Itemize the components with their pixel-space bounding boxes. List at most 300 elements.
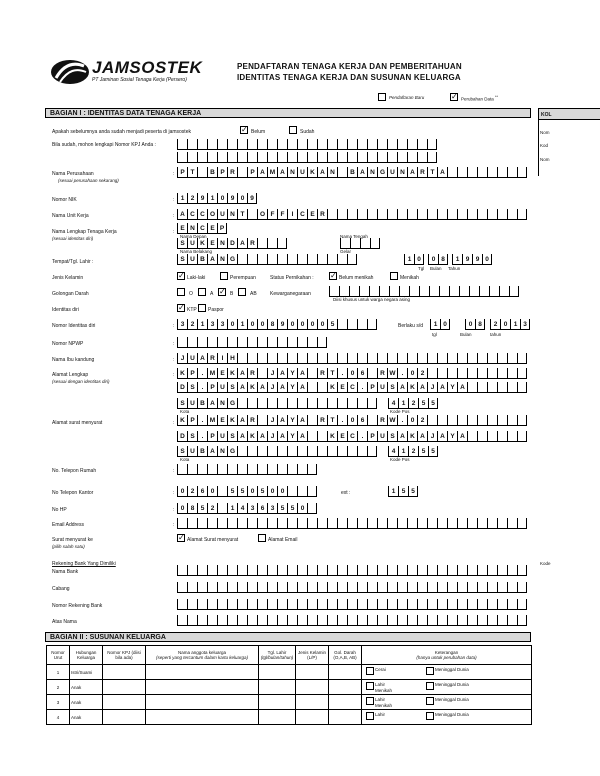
char-cell[interactable]: A (207, 446, 217, 457)
char-cell[interactable]: . (357, 382, 367, 393)
char-cell[interactable] (177, 337, 187, 348)
char-cell[interactable] (307, 368, 317, 379)
char-cell[interactable] (357, 398, 367, 409)
char-cell[interactable]: 6 (257, 503, 267, 514)
char-cell[interactable]: A (417, 382, 427, 393)
char-cell[interactable]: B (347, 167, 357, 178)
char-cell[interactable]: E (217, 368, 227, 379)
char-cell[interactable] (507, 209, 517, 220)
char-cell[interactable] (477, 415, 487, 426)
char-cell[interactable] (487, 167, 497, 178)
family-row-name[interactable] (146, 695, 259, 710)
ibu-input[interactable] (177, 353, 527, 364)
char-cell[interactable] (437, 353, 447, 364)
char-cell[interactable] (187, 518, 197, 529)
char-cell[interactable] (477, 518, 487, 529)
char-cell[interactable]: S (177, 446, 187, 457)
char-cell[interactable]: H (227, 353, 237, 364)
char-cell[interactable]: C (347, 382, 357, 393)
char-cell[interactable] (467, 599, 477, 610)
char-cell[interactable] (399, 286, 409, 297)
no-rekening-input[interactable] (177, 599, 527, 610)
char-cell[interactable]: 0 (428, 254, 438, 265)
family-row-dob[interactable] (259, 665, 296, 680)
char-cell[interactable] (397, 518, 407, 529)
char-cell[interactable] (227, 464, 237, 475)
char-cell[interactable] (407, 139, 417, 150)
char-cell[interactable]: 3 (177, 319, 187, 330)
char-cell[interactable] (177, 599, 187, 610)
char-cell[interactable] (447, 582, 457, 593)
nama-bank-input[interactable] (177, 565, 527, 576)
char-cell[interactable] (517, 599, 527, 610)
char-cell[interactable] (197, 152, 207, 163)
char-cell[interactable] (317, 254, 327, 265)
char-cell[interactable] (357, 599, 367, 610)
char-cell[interactable] (347, 446, 357, 457)
family-row-dob[interactable] (259, 710, 296, 725)
char-cell[interactable] (439, 286, 449, 297)
char-cell[interactable] (517, 565, 527, 576)
char-cell[interactable] (387, 139, 397, 150)
char-cell[interactable] (317, 446, 327, 457)
char-cell[interactable]: A (277, 167, 287, 178)
char-cell[interactable] (217, 615, 227, 626)
char-cell[interactable] (267, 238, 277, 249)
char-cell[interactable] (267, 464, 277, 475)
checkbox-gol-b[interactable]: ✓ (219, 287, 226, 296)
char-cell[interactable]: B (197, 446, 207, 457)
char-cell[interactable]: T (327, 415, 337, 426)
char-cell[interactable] (217, 565, 227, 576)
char-cell[interactable] (187, 582, 197, 593)
checkbox-keterangan-2[interactable] (426, 682, 434, 690)
char-cell[interactable]: 1 (227, 503, 237, 514)
char-cell[interactable] (257, 615, 267, 626)
char-cell[interactable] (247, 337, 257, 348)
char-cell[interactable] (337, 615, 347, 626)
char-cell[interactable] (347, 599, 357, 610)
char-cell[interactable]: 0 (177, 486, 187, 497)
char-cell[interactable]: D (177, 382, 187, 393)
char-cell[interactable] (407, 599, 417, 610)
char-cell[interactable] (347, 398, 357, 409)
char-cell[interactable]: 9 (227, 193, 237, 204)
char-cell[interactable] (397, 599, 407, 610)
char-cell[interactable]: R (417, 167, 427, 178)
char-cell[interactable]: . (197, 431, 207, 442)
char-cell[interactable]: 2 (417, 368, 427, 379)
char-cell[interactable] (297, 139, 307, 150)
char-cell[interactable]: 2 (417, 415, 427, 426)
char-cell[interactable]: C (297, 209, 307, 220)
checkbox-keterangan-1[interactable] (366, 667, 374, 675)
char-cell[interactable]: A (257, 167, 267, 178)
char-cell[interactable] (387, 615, 397, 626)
cabang-input[interactable] (177, 582, 527, 593)
char-cell[interactable]: 2 (408, 398, 418, 409)
char-cell[interactable]: A (237, 431, 247, 442)
char-cell[interactable]: I (217, 353, 227, 364)
char-cell[interactable]: S (187, 382, 197, 393)
char-cell[interactable]: K (227, 415, 237, 426)
char-cell[interactable]: P (207, 431, 217, 442)
char-cell[interactable]: 1 (430, 319, 440, 330)
char-cell[interactable]: 8 (187, 503, 197, 514)
char-cell[interactable] (517, 368, 527, 379)
char-cell[interactable]: U (377, 431, 387, 442)
char-cell[interactable]: 1 (197, 319, 207, 330)
char-cell[interactable]: A (457, 431, 467, 442)
char-cell[interactable]: R (207, 353, 217, 364)
char-cell[interactable]: 0 (347, 415, 357, 426)
ext-input[interactable] (388, 486, 418, 497)
char-cell[interactable]: 6 (357, 368, 367, 379)
char-cell[interactable] (497, 209, 507, 220)
char-cell[interactable]: 0 (247, 486, 257, 497)
char-cell[interactable]: F (277, 209, 287, 220)
char-cell[interactable] (367, 615, 377, 626)
char-cell[interactable] (387, 582, 397, 593)
checkbox-belum[interactable]: ✓ (241, 125, 248, 134)
char-cell[interactable]: A (297, 431, 307, 442)
char-cell[interactable] (477, 582, 487, 593)
char-cell[interactable] (457, 615, 467, 626)
char-cell[interactable]: 9 (462, 254, 472, 265)
char-cell[interactable] (357, 565, 367, 576)
char-cell[interactable] (267, 139, 277, 150)
char-cell[interactable] (327, 152, 337, 163)
char-cell[interactable] (237, 398, 247, 409)
char-cell[interactable]: 1 (398, 446, 408, 457)
char-cell[interactable] (297, 615, 307, 626)
char-cell[interactable]: N (227, 209, 237, 220)
char-cell[interactable] (427, 615, 437, 626)
char-cell[interactable] (277, 337, 287, 348)
char-cell[interactable] (427, 139, 437, 150)
char-cell[interactable] (437, 582, 447, 593)
char-cell[interactable] (257, 139, 267, 150)
char-cell[interactable]: A (277, 431, 287, 442)
char-cell[interactable]: W (387, 415, 397, 426)
char-cell[interactable] (487, 353, 497, 364)
char-cell[interactable]: 3 (217, 319, 227, 330)
char-cell[interactable] (267, 446, 277, 457)
char-cell[interactable] (297, 582, 307, 593)
char-cell[interactable] (407, 615, 417, 626)
alamat-line1-input[interactable] (177, 368, 527, 379)
char-cell[interactable]: K (327, 382, 337, 393)
char-cell[interactable]: 9 (277, 319, 287, 330)
char-cell[interactable]: Y (447, 382, 457, 393)
char-cell[interactable] (497, 167, 507, 178)
char-cell[interactable] (357, 446, 367, 457)
char-cell[interactable]: 5 (398, 486, 408, 497)
char-cell[interactable] (357, 152, 367, 163)
char-cell[interactable] (477, 382, 487, 393)
char-cell[interactable]: S (177, 238, 187, 249)
bln-lahir-input[interactable] (428, 254, 448, 265)
char-cell[interactable] (447, 368, 457, 379)
alamat-surat-kodepos-input[interactable] (388, 446, 438, 457)
char-cell[interactable] (217, 582, 227, 593)
char-cell[interactable] (517, 209, 527, 220)
char-cell[interactable] (367, 599, 377, 610)
unit-input[interactable] (177, 209, 527, 220)
family-row-blood[interactable] (329, 695, 362, 710)
char-cell[interactable] (287, 139, 297, 150)
char-cell[interactable] (237, 353, 247, 364)
char-cell[interactable] (217, 337, 227, 348)
char-cell[interactable] (397, 615, 407, 626)
char-cell[interactable] (277, 464, 287, 475)
char-cell[interactable]: J (267, 382, 277, 393)
checkbox-gol-o[interactable] (177, 288, 185, 296)
char-cell[interactable] (477, 368, 487, 379)
char-cell[interactable] (337, 518, 347, 529)
char-cell[interactable]: N (217, 398, 227, 409)
char-cell[interactable] (277, 254, 287, 265)
char-cell[interactable]: 6 (357, 415, 367, 426)
char-cell[interactable] (277, 238, 287, 249)
char-cell[interactable] (297, 464, 307, 475)
checkbox-alamat-surat[interactable]: ✓ (178, 533, 185, 542)
char-cell[interactable]: G (227, 398, 237, 409)
char-cell[interactable]: 5 (287, 503, 297, 514)
nik-input[interactable] (177, 193, 257, 204)
char-cell[interactable] (389, 286, 399, 297)
char-cell[interactable]: . (197, 415, 207, 426)
checkbox-perempuan[interactable] (220, 272, 228, 280)
char-cell[interactable] (317, 398, 327, 409)
char-cell[interactable] (197, 582, 207, 593)
char-cell[interactable] (417, 209, 427, 220)
char-cell[interactable] (317, 353, 327, 364)
checkbox-sudah[interactable] (289, 126, 297, 134)
char-cell[interactable]: U (217, 431, 227, 442)
char-cell[interactable] (227, 139, 237, 150)
char-cell[interactable] (307, 582, 317, 593)
char-cell[interactable] (257, 368, 267, 379)
char-cell[interactable] (517, 353, 527, 364)
char-cell[interactable] (329, 286, 339, 297)
char-cell[interactable]: 5 (418, 446, 428, 457)
char-cell[interactable] (337, 167, 347, 178)
char-cell[interactable]: 1 (510, 319, 520, 330)
char-cell[interactable] (297, 152, 307, 163)
char-cell[interactable]: A (277, 382, 287, 393)
char-cell[interactable]: 0 (407, 415, 417, 426)
char-cell[interactable]: N (187, 223, 197, 234)
char-cell[interactable]: 0 (465, 319, 475, 330)
char-cell[interactable] (287, 398, 297, 409)
char-cell[interactable]: 0 (247, 319, 257, 330)
char-cell[interactable] (447, 599, 457, 610)
kpj-input-2[interactable] (177, 152, 437, 163)
family-row-blood[interactable] (329, 665, 362, 680)
family-row-dob[interactable] (259, 695, 296, 710)
char-cell[interactable]: U (297, 167, 307, 178)
char-cell[interactable] (447, 415, 457, 426)
char-cell[interactable]: J (267, 415, 277, 426)
char-cell[interactable]: K (197, 238, 207, 249)
char-cell[interactable] (327, 209, 337, 220)
char-cell[interactable] (367, 582, 377, 593)
char-cell[interactable] (217, 503, 227, 514)
char-cell[interactable] (177, 565, 187, 576)
char-cell[interactable] (267, 353, 277, 364)
char-cell[interactable] (187, 337, 197, 348)
char-cell[interactable] (507, 368, 517, 379)
char-cell[interactable]: G (227, 446, 237, 457)
char-cell[interactable]: A (207, 254, 217, 265)
char-cell[interactable]: R (317, 368, 327, 379)
char-cell[interactable] (227, 518, 237, 529)
char-cell[interactable] (487, 209, 497, 220)
char-cell[interactable] (397, 353, 407, 364)
char-cell[interactable] (307, 431, 317, 442)
char-cell[interactable]: 4 (237, 503, 247, 514)
char-cell[interactable] (437, 209, 447, 220)
char-cell[interactable] (477, 431, 487, 442)
char-cell[interactable] (317, 518, 327, 529)
char-cell[interactable] (257, 518, 267, 529)
char-cell[interactable] (327, 582, 337, 593)
tgl-lahir-input[interactable] (404, 254, 424, 265)
char-cell[interactable] (467, 353, 477, 364)
char-cell[interactable]: P (207, 382, 217, 393)
char-cell[interactable] (187, 139, 197, 150)
char-cell[interactable] (419, 286, 429, 297)
char-cell[interactable] (397, 139, 407, 150)
char-cell[interactable] (297, 518, 307, 529)
char-cell[interactable] (197, 337, 207, 348)
char-cell[interactable] (277, 398, 287, 409)
char-cell[interactable] (497, 565, 507, 576)
char-cell[interactable]: B (197, 398, 207, 409)
char-cell[interactable] (437, 599, 447, 610)
char-cell[interactable] (247, 599, 257, 610)
char-cell[interactable]: C (197, 223, 207, 234)
char-cell[interactable] (337, 152, 347, 163)
char-cell[interactable] (429, 286, 439, 297)
nama-depan-input[interactable] (177, 223, 227, 234)
alamat-line2-input[interactable] (177, 382, 527, 393)
char-cell[interactable]: 1 (177, 193, 187, 204)
char-cell[interactable]: J (267, 368, 277, 379)
char-cell[interactable] (387, 152, 397, 163)
char-cell[interactable] (347, 565, 357, 576)
checkbox-ktp[interactable]: ✓ (178, 303, 185, 312)
char-cell[interactable] (317, 565, 327, 576)
char-cell[interactable] (337, 353, 347, 364)
char-cell[interactable] (347, 254, 357, 265)
char-cell[interactable] (277, 582, 287, 593)
char-cell[interactable] (237, 615, 247, 626)
char-cell[interactable] (447, 615, 457, 626)
char-cell[interactable]: 1 (452, 254, 462, 265)
char-cell[interactable] (507, 565, 517, 576)
berlaku-bln-input[interactable] (465, 319, 485, 330)
char-cell[interactable] (197, 599, 207, 610)
char-cell[interactable] (177, 615, 187, 626)
char-cell[interactable] (267, 615, 277, 626)
char-cell[interactable] (517, 518, 527, 529)
char-cell[interactable]: S (387, 382, 397, 393)
nama-belakang-input[interactable] (177, 238, 287, 249)
char-cell[interactable] (397, 209, 407, 220)
char-cell[interactable] (437, 368, 447, 379)
char-cell[interactable] (347, 152, 357, 163)
char-cell[interactable] (307, 565, 317, 576)
char-cell[interactable]: N (327, 167, 337, 178)
char-cell[interactable] (287, 486, 297, 497)
char-cell[interactable] (327, 398, 337, 409)
char-cell[interactable] (307, 503, 317, 514)
char-cell[interactable] (287, 446, 297, 457)
char-cell[interactable] (479, 286, 489, 297)
char-cell[interactable] (257, 353, 267, 364)
char-cell[interactable] (497, 368, 507, 379)
checkbox-paspor[interactable] (198, 304, 206, 312)
char-cell[interactable]: P (217, 167, 227, 178)
char-cell[interactable] (517, 167, 527, 178)
char-cell[interactable] (349, 286, 359, 297)
family-row-kpj[interactable] (103, 680, 146, 695)
char-cell[interactable] (507, 615, 517, 626)
checkbox-pendaftaran-baru[interactable] (378, 93, 386, 101)
char-cell[interactable] (217, 152, 227, 163)
char-cell[interactable] (297, 446, 307, 457)
alamat-kodepos-input[interactable] (388, 398, 438, 409)
char-cell[interactable]: K (177, 368, 187, 379)
char-cell[interactable] (497, 431, 507, 442)
char-cell[interactable]: A (407, 167, 417, 178)
char-cell[interactable] (367, 446, 377, 457)
family-row-kpj[interactable] (103, 710, 146, 725)
char-cell[interactable] (187, 599, 197, 610)
char-cell[interactable] (397, 582, 407, 593)
char-cell[interactable] (227, 582, 237, 593)
char-cell[interactable] (509, 286, 519, 297)
char-cell[interactable] (427, 518, 437, 529)
char-cell[interactable] (327, 254, 337, 265)
char-cell[interactable] (487, 382, 497, 393)
char-cell[interactable] (467, 431, 477, 442)
char-cell[interactable]: M (207, 415, 217, 426)
char-cell[interactable]: Y (287, 382, 297, 393)
char-cell[interactable] (377, 152, 387, 163)
char-cell[interactable]: F (267, 209, 277, 220)
char-cell[interactable] (427, 152, 437, 163)
char-cell[interactable] (497, 582, 507, 593)
char-cell[interactable] (459, 286, 469, 297)
char-cell[interactable]: 1 (237, 319, 247, 330)
char-cell[interactable]: R (317, 415, 327, 426)
char-cell[interactable]: 3 (207, 319, 217, 330)
char-cell[interactable] (257, 337, 267, 348)
char-cell[interactable]: A (297, 415, 307, 426)
char-cell[interactable] (197, 139, 207, 150)
char-cell[interactable] (227, 337, 237, 348)
char-cell[interactable] (217, 464, 227, 475)
family-row-gender[interactable] (296, 665, 329, 680)
char-cell[interactable] (327, 615, 337, 626)
char-cell[interactable] (379, 286, 389, 297)
char-cell[interactable] (397, 565, 407, 576)
char-cell[interactable] (417, 599, 427, 610)
char-cell[interactable] (347, 582, 357, 593)
